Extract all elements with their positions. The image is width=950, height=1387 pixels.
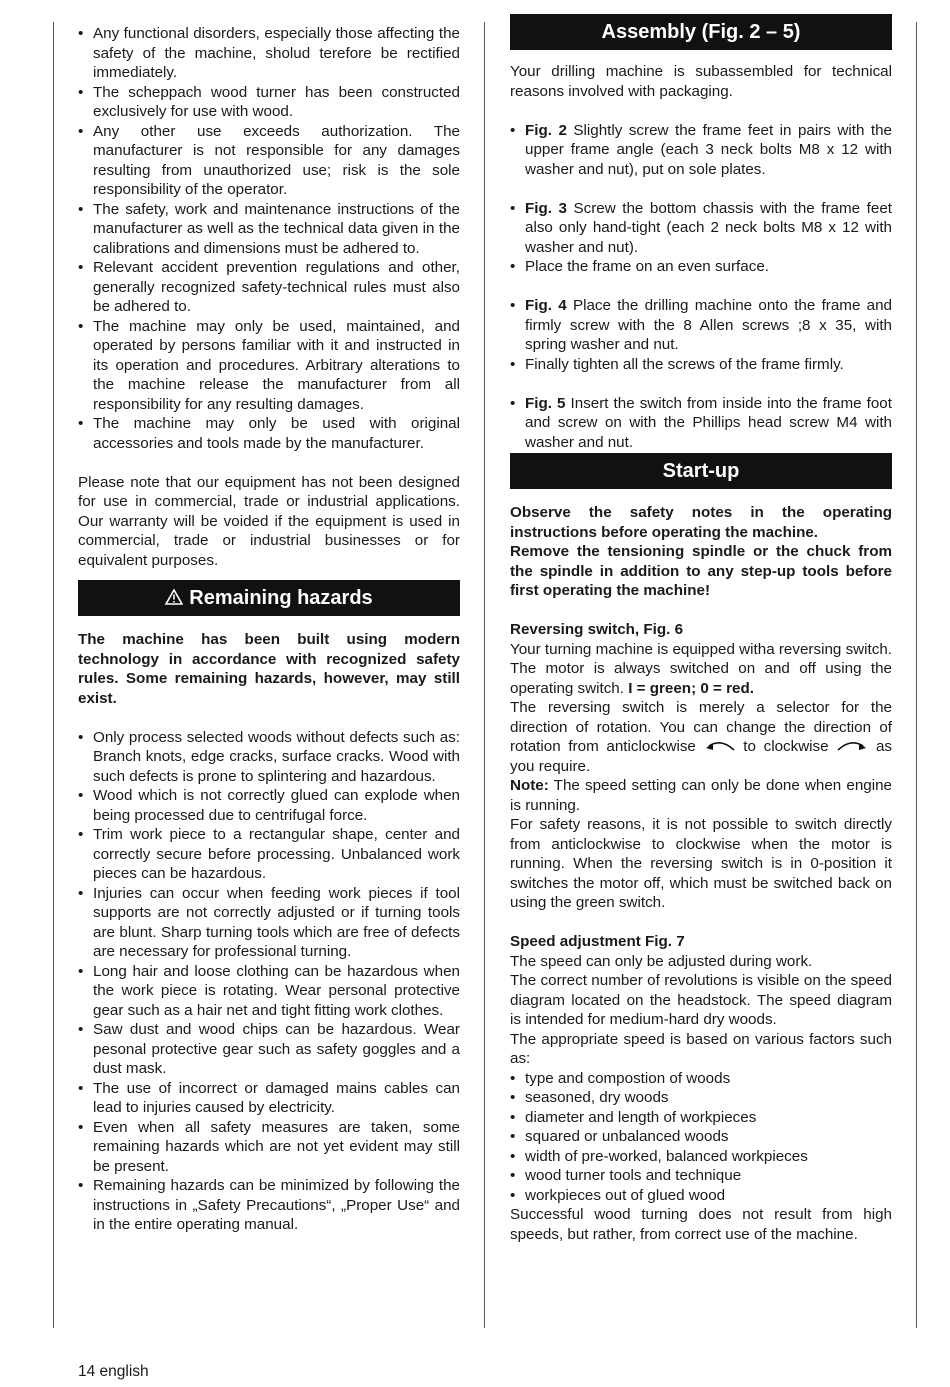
fig4-label: Fig. 4 bbox=[525, 297, 567, 314]
fig4-step bbox=[510, 296, 892, 374]
list-item: • width of pre-worked, balanced workpieces bbox=[510, 1147, 892, 1167]
list-item: • wood turner tools and technique bbox=[510, 1166, 892, 1186]
list-item: • Place the frame on an even surface. bbox=[510, 257, 892, 277]
list-item: • The safety, work and maintenance instructions of the manufacturer as well as the technical data given in the calibrations and dimensions must be adhered to. bbox=[78, 200, 460, 259]
speed-paragraph-1: The speed can only be adjusted during work. bbox=[510, 952, 813, 970]
list-item: • seasoned, dry woods bbox=[510, 1088, 892, 1108]
closing-paragraph: Successful wood turning does not result from high speeds, but rather, from correct use of the machine. bbox=[510, 1206, 892, 1243]
list-item: • Even when all safety measures are taken, some remaining hazards which are not yet evident may still be present. bbox=[78, 1118, 460, 1177]
startup-warning-2: Remove the tensioning spindle or the chuck from the spindle in addition to any step-up tools before first operating the machine! bbox=[510, 543, 892, 599]
list-item: • Trim work piece to a rectangular shape, center and correctly secure before processing. Unbalanced work pieces can be hazardous. bbox=[78, 825, 460, 884]
speed-adjustment-title: Speed adjustment Fig. 7 bbox=[510, 933, 685, 950]
note-text: The speed setting can only be done when engine is running. bbox=[510, 777, 892, 814]
assembly-intro: Your drilling machine is subassembled for technical reasons involved with packaging. bbox=[510, 63, 892, 100]
hazards-list bbox=[78, 728, 460, 1235]
fig4-text: Place the drilling machine onto the frame and firmly screw with the 8 Allen screws ;8 x 35, with spring washer and nut. bbox=[525, 297, 892, 353]
fig5-step bbox=[510, 394, 892, 453]
list-item: • Finally tighten all the screws of the frame firmly. bbox=[510, 355, 892, 375]
speed-factors-list bbox=[510, 1069, 892, 1206]
anticlockwise-arrow-icon bbox=[704, 740, 736, 752]
list-item bbox=[510, 121, 892, 180]
reversing-text: Your turning machine is equipped witha reversing switch. The motor is always switched on and off using the operating switch. bbox=[510, 640, 892, 697]
list-item: • Only process selected woods without defects such as: Branch knots, edge cracks, surface cracks. Wood with such defects is prone to splintering and hazardous. bbox=[78, 728, 460, 787]
note-label: Note: bbox=[510, 777, 549, 794]
fig2-text: Slightly screw the frame feet in pairs with the upper frame angle (each 3 neck bolts M8 x 12 with washer and nut), put on sole plates. bbox=[525, 121, 892, 178]
list-item: • squared or unbalanced woods bbox=[510, 1127, 892, 1147]
fig5-text: Insert the switch from inside into the frame foot and screw on with the Phillips head screw M4 with washer and nut. bbox=[525, 394, 892, 451]
reversing-text-a: The reversing switch is merely a selector for the direction of rotation. You can change the direction of rotation from anticlockwise bbox=[510, 699, 892, 755]
hazards-intro: The machine has been built using modern technology in accordance with recognized safety rules. Some remaining hazards, however, may still exist. bbox=[78, 631, 460, 707]
reversing-paragraph-2 bbox=[510, 698, 892, 776]
reversing-text-b: to clockwise bbox=[735, 738, 837, 755]
fig2-step bbox=[510, 121, 892, 180]
list-item: • The scheppach wood turner has been constructed exclusively for use with wood. bbox=[78, 83, 460, 122]
list-item: • Wood which is not correctly glued can explode when being processed due to centrifugal force. bbox=[78, 786, 460, 825]
fig3-label: Fig. 3 bbox=[525, 199, 567, 217]
list-item: • Long hair and loose clothing can be hazardous when the work piece is rotating. Wear personal protective gear such as a hair net and tight fitting work clothes. bbox=[78, 962, 460, 1021]
startup-heading: Start-up bbox=[510, 453, 892, 489]
speed-paragraph-3: The appropriate speed is based on various factors such as: bbox=[510, 1030, 892, 1067]
safety-rules-list bbox=[78, 24, 460, 453]
right-column bbox=[510, 14, 892, 1244]
list-item: • Injuries can occur when feeding work pieces if tool supports are not correctly adjusted or if turning tools are blunt. Sharp turning tools which are free of defects are necessary for professional turning. bbox=[78, 884, 460, 962]
reversing-text-c: as you require. bbox=[510, 738, 892, 775]
fig5-label: Fig. 5 bbox=[525, 394, 566, 412]
list-item: • Any functional disorders, especially those affecting the safety of the machine, sholud terefore be rectified immediately. bbox=[78, 24, 460, 83]
safety-reasons-paragraph: For safety reasons, it is not possible to switch directly from anticlockwise to clockwise when the motor is running. When the reversing switch is in 0-position it switches the motor off, which must be switched back on using the green switch. bbox=[510, 816, 892, 911]
startup-warning: Observe the safety notes in the operating instructions before operating the machine. bbox=[510, 504, 892, 541]
clockwise-arrow-icon bbox=[836, 740, 868, 752]
warning-triangle-icon bbox=[165, 587, 183, 609]
list-item: • type and compostion of woods bbox=[510, 1069, 892, 1089]
list-item: • workpieces out of glued wood bbox=[510, 1186, 892, 1206]
assembly-heading: Assembly (Fig. 2 – 5) bbox=[510, 14, 892, 50]
column-divider-rule bbox=[484, 22, 485, 1328]
remaining-hazards-title: Remaining hazards bbox=[189, 587, 373, 609]
fig3-step bbox=[510, 199, 892, 277]
list-item: • The use of incorrect or damaged mains cables can lead to injuries caused by electricity. bbox=[78, 1079, 460, 1118]
reversing-switch-title: Reversing switch, Fig. 6 bbox=[510, 621, 684, 638]
switch-colors: I = green; 0 = red. bbox=[628, 679, 754, 697]
list-item: • The machine may only be used, maintained, and operated by persons familiar with it and instructed in its operation and procedures. Arbitrary alterations to the machine release the manufacturer from all responsibility for any resulting damages. bbox=[78, 317, 460, 415]
commercial-use-note: Please note that our equipment has not been designed for use in commercial, trade or industrial applications. Our warranty will be voided if the equipment is used in commercial, trade or industrial businesses or for equivalent purposes. bbox=[78, 473, 460, 569]
fig3-text: Screw the bottom chassis with the frame feet also only hand-tight (each 2 neck bolts M8 x 12 with washer and nut). bbox=[525, 199, 892, 256]
right-margin-rule bbox=[916, 22, 917, 1328]
list-item bbox=[510, 394, 892, 453]
reversing-paragraph-1 bbox=[510, 640, 892, 699]
left-column bbox=[78, 24, 460, 1235]
list-item: • The machine may only be used with original accessories and tools made by the manufacturer. bbox=[78, 414, 460, 453]
speed-note bbox=[510, 776, 892, 815]
list-item: • Relevant accident prevention regulations and other, generally recognized safety-technical rules must also be adhered to. bbox=[78, 258, 460, 317]
list-item: • Remaining hazards can be minimized by following the instructions in „Safety Precautions“, „Proper Use“ and in the entire operating manual. bbox=[78, 1176, 460, 1235]
page-footer: 14 english bbox=[78, 1363, 149, 1380]
list-item bbox=[510, 296, 892, 355]
list-item: • Saw dust and wood chips can be hazardous. Wear pesonal protective gear such as safety goggles and a dust mask. bbox=[78, 1020, 460, 1079]
left-margin-rule bbox=[53, 22, 54, 1328]
list-item bbox=[510, 199, 892, 258]
fig2-label: Fig. 2 bbox=[525, 121, 567, 139]
list-item: • diameter and length of workpieces bbox=[510, 1108, 892, 1128]
remaining-hazards-heading bbox=[78, 580, 460, 616]
list-item: • Any other use exceeds authorization. The manufacturer is not responsible for any damages resulting from unauthorized use; risk is the sole responsibility of the operator. bbox=[78, 122, 460, 200]
speed-paragraph-2: The correct number of revolutions is visible on the speed diagram located on the headstock. The speed diagram is intended for medium-hard dry woods. bbox=[510, 972, 892, 1028]
